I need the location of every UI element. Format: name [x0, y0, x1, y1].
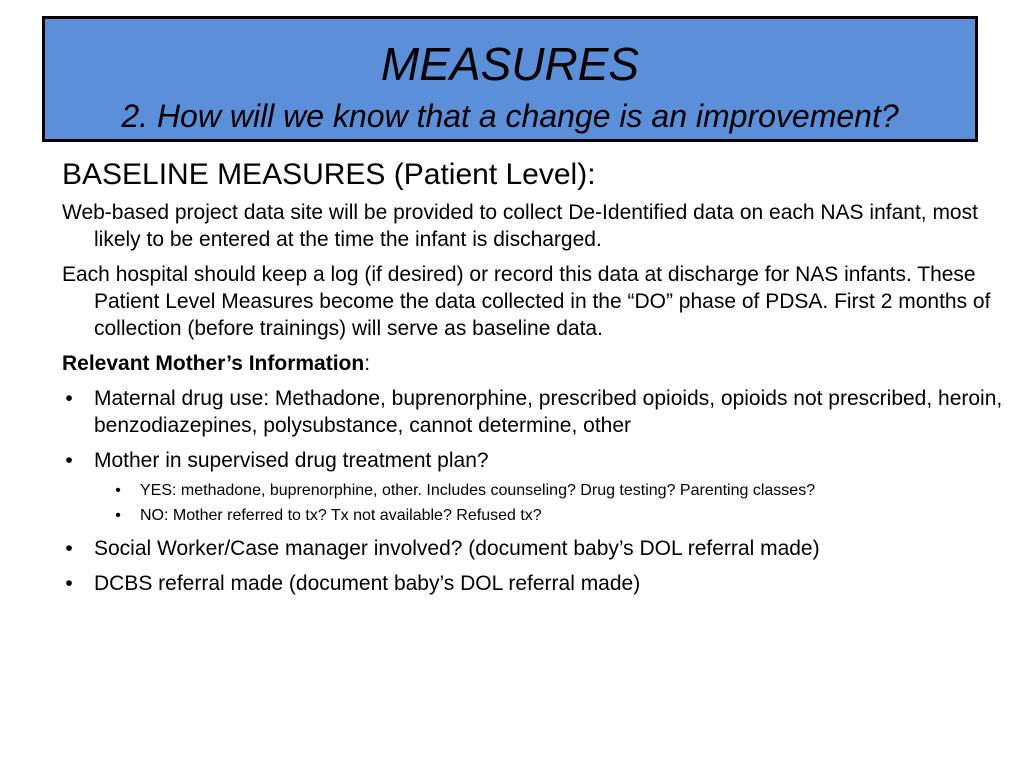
mother-info-label-colon: :: [364, 352, 371, 375]
sub-bullet-no: [112, 505, 1018, 527]
sub-bullet-yes: [112, 480, 1018, 502]
paragraph-hospital-log: Each hospital should keep a log (if desired) or record this data at discharge for NAS infants. These Patient Level Measures become the data collected in the “DO” phase of PDSA. First 2 months of collection (before trainings) will serve as baseline data.: [62, 263, 991, 340]
sub-bullet-text: YES: methadone, buprenorphine, other. Includes counseling? Drug testing? Parenting classes?: [140, 482, 816, 499]
title-banner: [42, 16, 978, 142]
slide-title: MEASURES: [380, 38, 640, 90]
sub-bullet-text: NO: Mother referred to tx? Tx not available? Refused tx?: [140, 507, 542, 524]
bullet-item-dcbs: [62, 570, 1018, 597]
bullet-icon: •: [65, 572, 73, 595]
bullet-text: Social Worker/Case manager involved? (document baby’s DOL referral made): [94, 537, 820, 560]
bullet-text: Maternal drug use: Methadone, buprenorphine, prescribed opioids, opioids not prescribed, heroin, benzodiazepines, polysubstance, cannot determine, other: [94, 387, 1003, 437]
sub-bullet-list: [62, 480, 1018, 527]
slide-body: [62, 155, 1018, 605]
bullet-item-drug-use: [62, 385, 1018, 439]
section-heading: BASELINE MEASURES (Patient Level):: [62, 158, 596, 191]
sub-bullet-icon: •: [115, 482, 121, 499]
bullet-item-treatment-plan: [62, 447, 1018, 474]
mother-info-label-bold: Relevant Mother’s Information: [62, 352, 365, 375]
bullet-icon: •: [65, 387, 73, 410]
bullet-icon: •: [65, 449, 73, 472]
bullet-text: DCBS referral made (document baby’s DOL referral made): [94, 572, 641, 595]
bullet-item-social-worker: [62, 535, 1018, 562]
sub-bullet-icon: •: [115, 507, 121, 524]
bullet-icon: •: [65, 537, 73, 560]
bullet-text: Mother in supervised drug treatment plan?: [94, 449, 489, 472]
mother-info-label: [62, 350, 1018, 377]
slide-subtitle: 2. How will we know that a change is an improvement?: [121, 98, 899, 134]
paragraph-data-site: Web-based project data site will be provided to collect De-Identified data on each NAS infant, most likely to be entered at the time the infant is discharged.: [62, 201, 978, 251]
